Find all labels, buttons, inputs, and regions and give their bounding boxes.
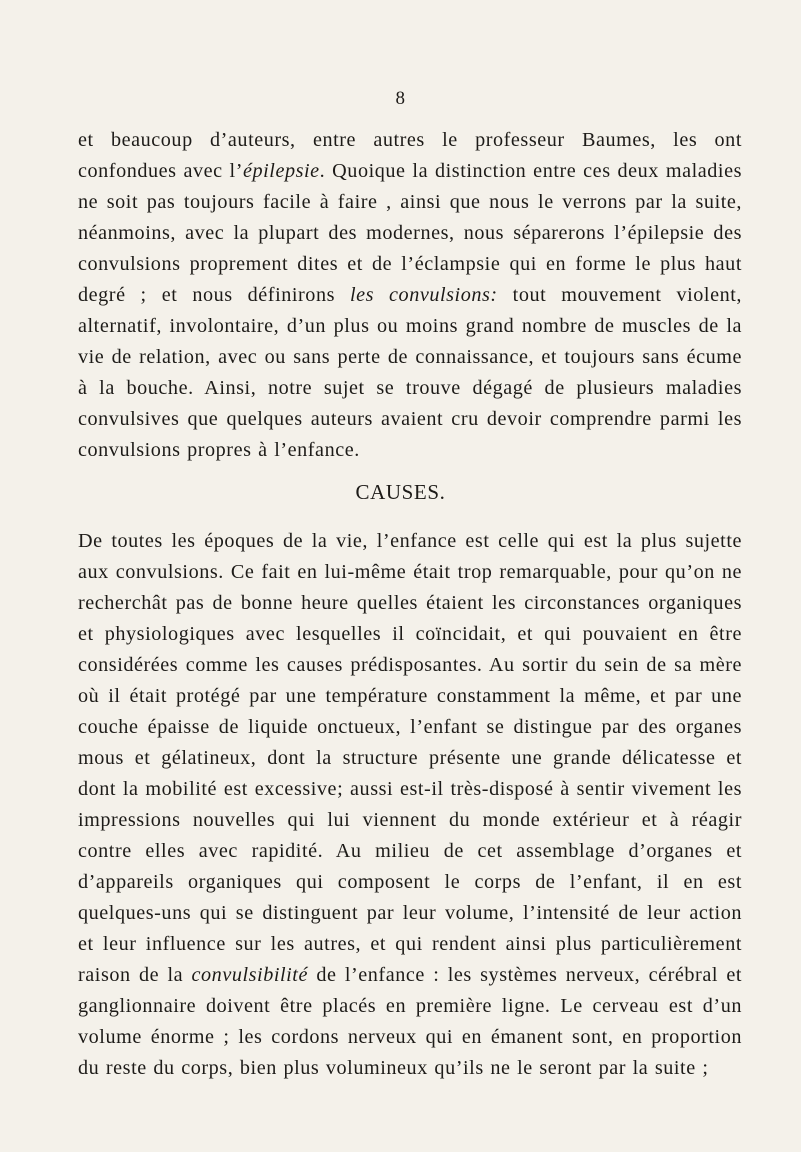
term-convulsibilite: convulsibilité [191, 964, 308, 986]
paragraph-causes-text [78, 526, 742, 1084]
paragraph-causes-lead: De toutes les époques de la vie, l’enfance est celle qui est la plus sujette aux convulsions. Ce fait en lui-même était trop remarquable, pour qu’on ne recherchât pas de bonne heure quelles étaient les circonstances organiques et physiologiques avec lesquelles il coïncidait, et qui pouvaient en être considérées comme les causes prédisposantes. Au sortir du sein de sa mère où il était protégé par une température constamment la même, et par une couche épaisse de liquide onctueux, l’enfant se distingue par des organes mous et gélatineux, dont la structure présente une grande délicatesse et dont la mobilité est excessive; aussi est-il très-disposé à sentir vivement les impressions nouvelles qui lui viennent du monde extérieur et à réagir contre elles avec rapidité. Au milieu de cet assemblage d’organes et d’appareils organiques qui composent le corps de l’enfant, il en est quelques-uns qui se distinguent par leur volume, l’intensité de leur action et leur influence sur les autres, et qui rendent ainsi plus particulièrement raison de la [78, 530, 742, 986]
paragraph-intro-tail: tout mouvement violent, alternatif, involontaire, d’un plus ou moins grand nombre de muscles de la vie de relation, avec ou sans perte de connaissance, et toujours sans écume à la bouche. Ainsi, notre sujet se trouve dégagé de plusieurs maladies convulsives que quelques auteurs avaient cru devoir comprendre parmi les convulsions propres à l’enfance. [78, 284, 742, 461]
term-epilepsie: épilepsie [242, 160, 320, 182]
paragraph-intro-lead: et beaucoup d’auteurs, entre autres le professeur Baumes, les ont confondues avec l’ [78, 129, 742, 182]
paragraph-causes [78, 526, 742, 1084]
paragraph-intro-middle: . Quoique la distinction entre ces deux maladies ne soit pas toujours facile à faire , ainsi que nous le verrons par la suite, néanmoins, avec la plupart des modernes, nous séparerons l’épilepsie des convulsions proprement dites et de l’éclampsie qui en forme le plus haut degré ; et nous définirons [78, 160, 742, 306]
paragraph-intro-text [78, 125, 742, 466]
paragraph-causes-tail: de l’enfance : les systèmes nerveux, cérébral et ganglionnaire doivent être placés en première ligne. Le cerveau est d’un volume énorme ; les cordons nerveux qui en émanent sont, en proportion du reste du corps, bien plus volumineux qu’ils ne le seront par la suite ; [78, 964, 743, 1079]
page-number: 8 [395, 88, 406, 109]
term-convulsions: les convulsions: [349, 284, 498, 306]
paragraph-intro [78, 125, 742, 466]
section-heading: CAUSES. [355, 480, 446, 504]
